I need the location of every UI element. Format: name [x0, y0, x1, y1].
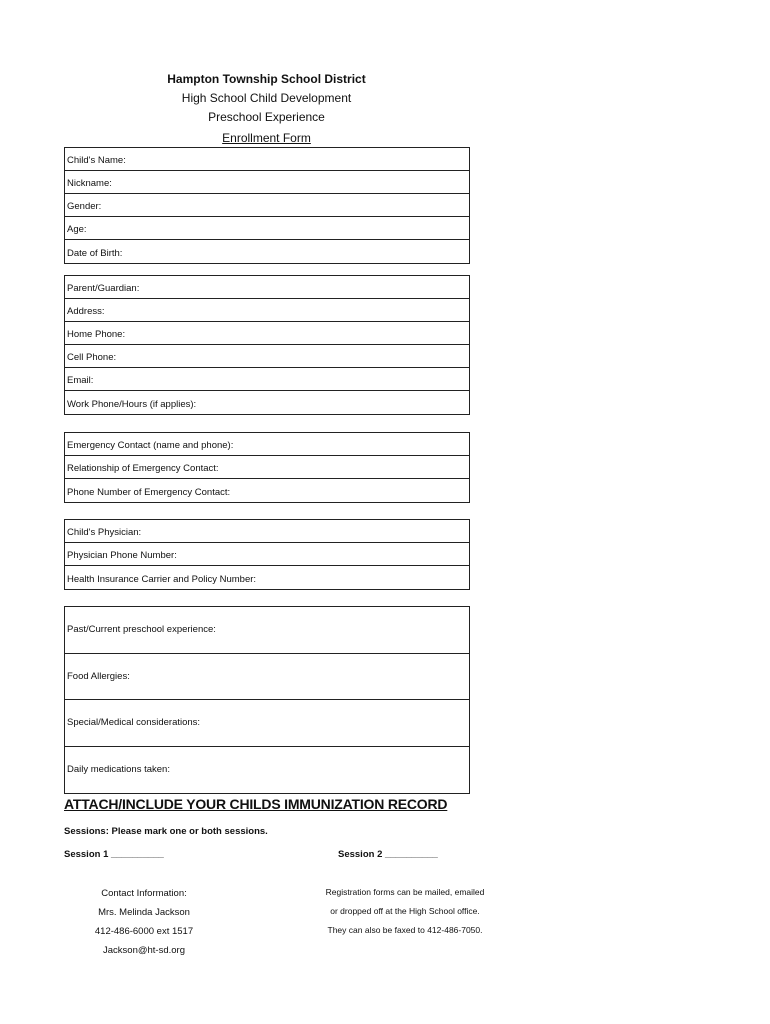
district-name: Hampton Township School District [167, 72, 366, 86]
parent-info-table [64, 275, 470, 415]
course-name: High School Child Development [181, 91, 352, 105]
field-daily-medications[interactable]: Daily medications taken: [67, 764, 170, 776]
physician-info-table [64, 519, 470, 590]
program-name: Preschool Experience [208, 110, 325, 124]
field-home-phone[interactable]: Home Phone: [65, 322, 469, 345]
field-gender[interactable]: Gender: [65, 194, 469, 217]
contact-heading: Contact Information: [101, 888, 187, 899]
registration-line-2: or dropped off at the High School office. [330, 906, 480, 916]
details-table [64, 606, 470, 794]
field-preschool-experience[interactable]: Past/Current preschool experience: [65, 607, 469, 654]
field-special-medical[interactable]: Special/Medical considerations: [65, 700, 469, 747]
form-header [0, 70, 533, 148]
immunization-notice: ATTACH/INCLUDE YOUR CHILDS IMMUNIZATION RECORD [64, 796, 448, 812]
field-parent-guardian[interactable]: Parent/Guardian: [65, 276, 469, 299]
registration-info [300, 883, 510, 940]
registration-line-3: They can also be faxed to 412-486-7050. [327, 925, 483, 935]
field-age[interactable]: Age: [65, 217, 469, 240]
field-address[interactable]: Address: [65, 299, 469, 322]
session-2-field[interactable]: Session 2 __________ [338, 849, 438, 860]
field-date-of-birth[interactable]: Date of Birth: [67, 248, 123, 259]
contact-email: Jackson@ht-sd.org [103, 945, 185, 956]
sessions-prompt: Sessions: Please mark one or both sessions. [64, 826, 268, 837]
field-email[interactable]: Email: [65, 368, 469, 391]
session-1-field[interactable]: Session 1 __________ [64, 849, 164, 860]
field-work-phone[interactable]: Work Phone/Hours (if applies): [67, 399, 197, 410]
field-childs-name[interactable]: Child's Name: [65, 148, 469, 171]
field-insurance[interactable]: Health Insurance Carrier and Policy Number: [67, 574, 257, 585]
emergency-info-table [64, 432, 470, 503]
field-emergency-phone[interactable]: Phone Number of Emergency Contact: [67, 487, 231, 498]
registration-line-1: Registration forms can be mailed, emailed [325, 887, 485, 897]
field-emergency-contact[interactable]: Emergency Contact (name and phone): [65, 433, 469, 456]
field-cell-phone[interactable]: Cell Phone: [65, 345, 469, 368]
field-emergency-relationship[interactable]: Relationship of Emergency Contact: [65, 456, 469, 479]
contact-phone: 412-486-6000 ext 1517 [94, 926, 194, 937]
contact-info [64, 884, 224, 960]
field-nickname[interactable]: Nickname: [65, 171, 469, 194]
contact-name: Mrs. Melinda Jackson [98, 907, 190, 918]
form-title: Enrollment Form [222, 131, 311, 145]
field-food-allergies[interactable]: Food Allergies: [65, 654, 469, 701]
field-physician-phone[interactable]: Physician Phone Number: [65, 543, 469, 566]
child-info-table [64, 147, 470, 264]
field-physician[interactable]: Child's Physician: [65, 520, 469, 543]
